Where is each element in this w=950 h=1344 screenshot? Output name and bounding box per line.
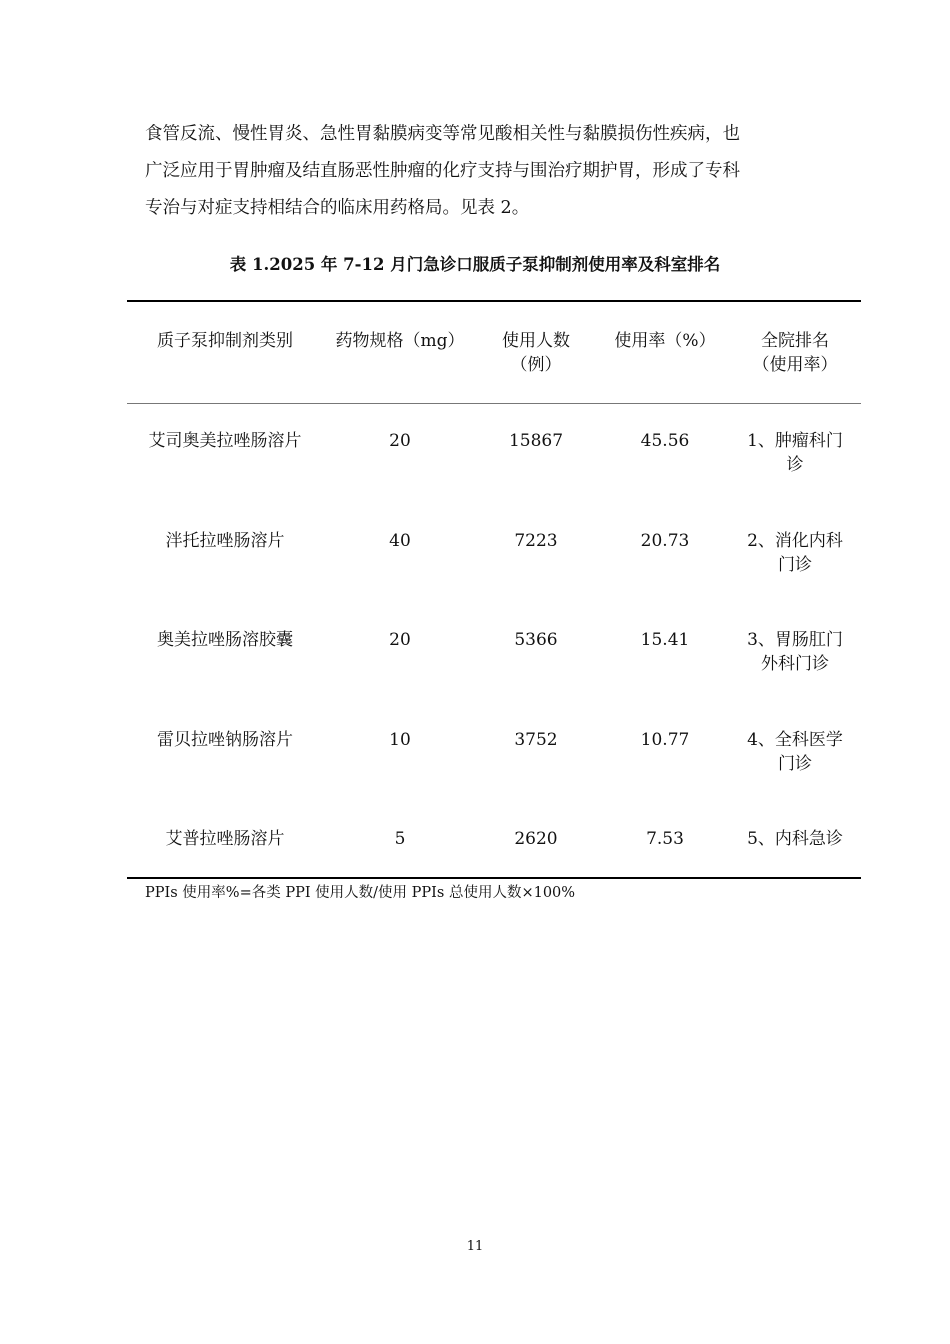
- row-3-spec: 20: [389, 630, 411, 650]
- row-5-spec: 5: [394, 829, 406, 849]
- row-1-rank: [735, 429, 855, 477]
- row-1-drug: 艾司奥美拉唑肠溶片: [148, 431, 302, 451]
- row-4-rank-line2: 门诊: [778, 754, 812, 774]
- header-rank-line1: 全院排名: [761, 331, 829, 351]
- row-1-rate: 45.56: [640, 431, 690, 451]
- header-count: [478, 329, 594, 377]
- table-bottom-rule: [127, 877, 861, 879]
- row-2-rate: 20.73: [640, 531, 690, 551]
- row-2-drug: 泮托拉唑肠溶片: [165, 531, 285, 551]
- row-3-rank: [735, 628, 855, 676]
- header-rate: 使用率（%）: [614, 331, 716, 351]
- row-3-drug: 奥美拉唑肠溶胶囊: [157, 630, 293, 650]
- header-category: 质子泵抑制剂类别: [157, 331, 293, 351]
- header-count-line2: （例）: [510, 355, 562, 375]
- row-5-count: 2620: [514, 829, 558, 849]
- row-2-spec: 40: [389, 531, 411, 551]
- row-4-rank-line1: 4、全科医学: [747, 730, 843, 750]
- row-3-rank-line1: 3、胃肠肛门: [747, 630, 843, 650]
- row-2-rank-line1: 2、消化内科: [747, 531, 843, 551]
- paragraph-line-1: 食管反流、慢性胃炎、急性胃黏膜病变等常见酸相关性与黏膜损伤性疾病，也: [145, 124, 740, 144]
- paragraph-line-3: 专治与对症支持相结合的临床用药格局。见表 2。: [145, 198, 530, 218]
- table-top-rule: [127, 300, 861, 302]
- paragraph-line-2: 广泛应用于胃肿瘤及结直肠恶性肿瘤的化疗支持与围治疗期护胃，形成了专科: [145, 161, 740, 181]
- row-1-spec: 20: [389, 431, 411, 451]
- row-5-rate: 7.53: [646, 829, 684, 849]
- row-3-count: 5366: [514, 630, 558, 650]
- row-2-rank: [735, 529, 855, 577]
- header-count-line1: 使用人数: [502, 331, 570, 351]
- row-5-drug: 艾普拉唑肠溶片: [165, 829, 285, 849]
- row-1-count: 15867: [508, 431, 564, 451]
- row-1-rank-line2: 诊: [786, 455, 804, 475]
- row-4-rate: 10.77: [640, 730, 690, 750]
- row-4-spec: 10: [389, 730, 411, 750]
- header-rank: [735, 329, 855, 377]
- table-footnote: PPIs 使用率%=各类 PPI 使用人数/使用 PPIs 总使用人数×100%: [145, 885, 576, 901]
- row-1-rank-line1: 1、肿瘤科门: [747, 431, 843, 451]
- row-5-rank: 5、内科急诊: [747, 829, 843, 849]
- row-4-drug: 雷贝拉唑钠肠溶片: [157, 730, 293, 750]
- row-2-count: 7223: [514, 531, 558, 551]
- page-number: 11: [466, 1239, 484, 1254]
- table-header-rule: [127, 403, 861, 404]
- header-spec: 药物规格（mg）: [335, 331, 465, 351]
- row-3-rank-line2: 外科门诊: [761, 654, 829, 674]
- row-2-rank-line2: 门诊: [778, 555, 812, 575]
- row-4-count: 3752: [514, 730, 558, 750]
- row-3-rate: 15.41: [640, 630, 690, 650]
- row-4-rank: [735, 728, 855, 776]
- table-caption: 表 1.2025 年 7-12 月门急诊口服质子泵抑制剂使用率及科室排名: [229, 255, 721, 274]
- header-rank-line2: （使用率）: [752, 355, 838, 375]
